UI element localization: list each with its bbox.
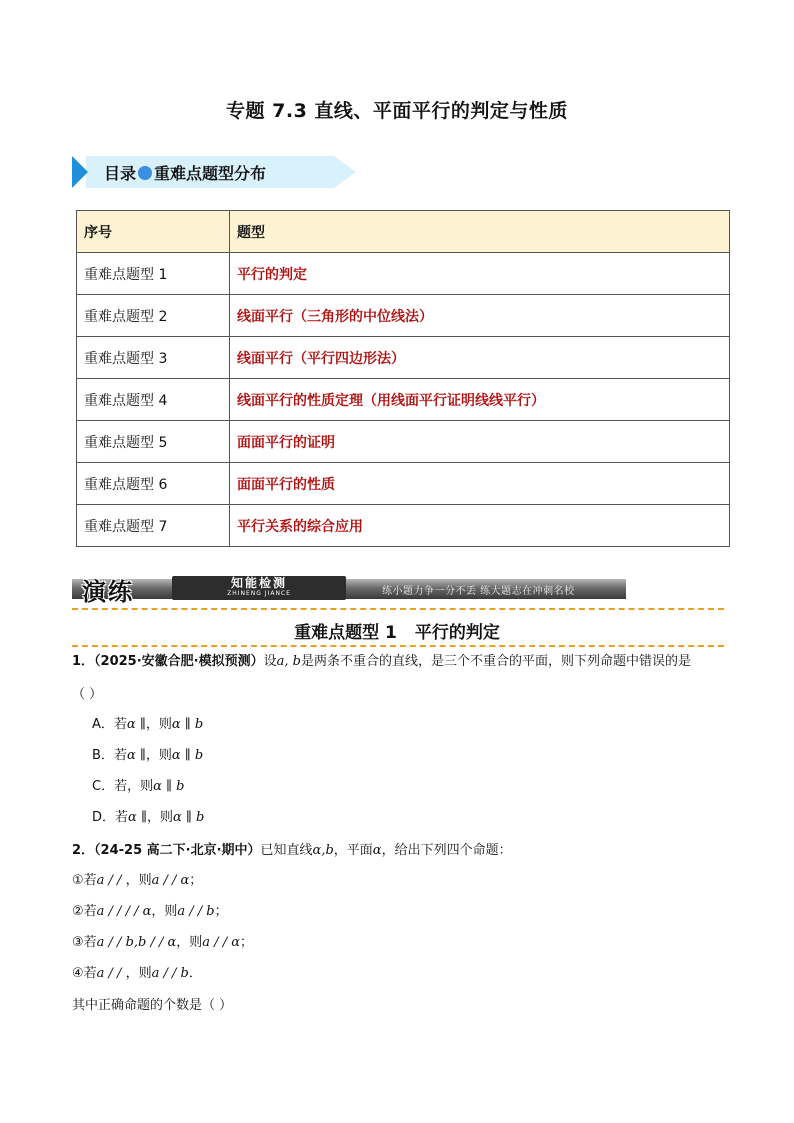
option-label: D． xyxy=(92,810,116,825)
table-row xyxy=(77,253,730,295)
toc-row-no: 重难点题型 3 xyxy=(77,337,230,379)
q1-answer-paren: （ ） xyxy=(72,687,103,702)
toc-row-topic[interactable]: 线面平行（三角形的中位线法） xyxy=(230,295,730,337)
toc-row-topic[interactable]: 线面平行（平行四边形法） xyxy=(230,337,730,379)
toc-row-no: 重难点题型 1 xyxy=(77,253,230,295)
option-text: ，则 xyxy=(127,779,154,794)
item-math: a / / b xyxy=(177,904,215,919)
option-text: 若 xyxy=(115,810,129,825)
q2-plane: α xyxy=(372,843,382,858)
option-text: ，则 xyxy=(146,810,173,825)
toc-row-no: 重难点题型 7 xyxy=(77,505,230,547)
toc-label-b: 重难点题型分布 xyxy=(154,164,267,183)
option-text: 若 xyxy=(113,748,127,763)
toc-row-no: 重难点题型 2 xyxy=(77,295,230,337)
q1-source: （2025·安徽合肥·模拟预测） xyxy=(94,654,264,669)
table-row xyxy=(77,337,730,379)
item-math: a / / xyxy=(96,873,126,888)
toc-row-topic[interactable]: 面面平行的证明 xyxy=(230,421,730,463)
page-title: 专题 7.3 直线、平面平行的判定与性质 xyxy=(226,100,568,122)
toc-label xyxy=(104,161,266,184)
practice-banner-main: 演练 xyxy=(82,577,134,606)
item-end: ． xyxy=(188,966,202,981)
item-math: a / / xyxy=(96,966,126,981)
option-math: α ∥ xyxy=(126,748,146,763)
option-label: A． xyxy=(92,717,114,732)
item-text: ，则 xyxy=(125,873,152,888)
table-row xyxy=(77,463,730,505)
toc-header-no: 序号 xyxy=(77,211,230,253)
item-end: ； xyxy=(239,935,253,950)
toc-row-no: 重难点题型 6 xyxy=(77,463,230,505)
section-label: 重难点题型 1 xyxy=(294,623,397,643)
item-math: a / / b,b / / α xyxy=(96,935,177,950)
blue-dot-icon xyxy=(138,166,152,180)
q2-stem-b: ，平面 xyxy=(333,843,373,858)
q2-item-3 xyxy=(72,934,253,952)
toc-table xyxy=(76,210,730,547)
item-mark: ②若 xyxy=(72,904,97,919)
table-row xyxy=(77,505,730,547)
toc-row-topic[interactable]: 平行关系的综合应用 xyxy=(230,505,730,547)
item-end: ； xyxy=(189,873,203,888)
toc-row-topic[interactable]: 线面平行的性质定理（用线面平行证明线线平行） xyxy=(230,379,730,421)
toc-header-topic: 题型 xyxy=(230,211,730,253)
practice-banner-sub xyxy=(172,576,346,600)
practice-banner xyxy=(72,574,628,604)
q1-stem-a: 设 xyxy=(263,654,277,669)
q1-option-c[interactable] xyxy=(92,778,184,796)
q2-item-4 xyxy=(72,965,202,983)
dashed-divider-top xyxy=(72,608,724,610)
q2-stem xyxy=(72,842,512,860)
item-text: ，则 xyxy=(151,904,178,919)
option-math: α ∥ xyxy=(126,717,146,732)
option-text: ，则 xyxy=(145,717,172,732)
section-heading xyxy=(0,618,794,643)
practice-banner-sub-en: ZHINENG JIANCE xyxy=(227,590,291,597)
item-text: ，则 xyxy=(176,935,203,950)
toc-row-topic[interactable]: 面面平行的性质 xyxy=(230,463,730,505)
practice-banner-slogan: 练小题力争一分不丢 练大题志在冲刺名校 xyxy=(382,586,575,597)
q1-vars: a, b xyxy=(276,654,301,669)
section-name: 平行的判定 xyxy=(414,623,500,643)
dashed-divider-bottom xyxy=(72,645,724,647)
item-math: a / / α xyxy=(151,873,190,888)
table-row xyxy=(77,421,730,463)
item-mark: ④若 xyxy=(72,966,97,981)
option-label: B． xyxy=(92,748,114,763)
q1-option-a[interactable] xyxy=(92,716,203,734)
q1-stem xyxy=(72,653,691,671)
toc-header-row xyxy=(77,211,730,253)
table-row xyxy=(77,379,730,421)
table-row xyxy=(77,295,730,337)
q1-number: 1． xyxy=(72,654,95,669)
q1-option-b[interactable] xyxy=(92,747,203,765)
option-math: α ∥ b xyxy=(172,810,205,825)
practice-banner-sub-title: 知能检测 xyxy=(230,576,287,590)
toc-row-topic[interactable]: 平行的判定 xyxy=(230,253,730,295)
q2-closing: 其中正确命题的个数是（ ） xyxy=(72,998,233,1013)
toc-label-a: 目录 xyxy=(104,164,137,183)
q2-stem-c: ，给出下列四个命题： xyxy=(381,843,512,858)
item-mark: ①若 xyxy=(72,873,97,888)
item-mark: ③若 xyxy=(72,935,97,950)
q2-source: （24-25 高二下·北京·期中） xyxy=(94,843,261,858)
option-math: α ∥ b xyxy=(171,717,204,732)
option-math: α ∥ b xyxy=(153,779,185,794)
q2-vars: α,b xyxy=(312,843,334,858)
option-label: C． xyxy=(92,779,115,794)
q1-stem-b: 是两条不重合的直线，是三个不重合的平面，则下列命题中错误的是 xyxy=(300,654,691,669)
q1-option-d[interactable] xyxy=(92,809,204,827)
item-text: ，则 xyxy=(125,966,152,981)
option-text: 若 xyxy=(114,779,128,794)
toc-row-no: 重难点题型 4 xyxy=(77,379,230,421)
q2-item-2 xyxy=(72,903,228,921)
toc-banner xyxy=(72,156,356,188)
item-end: ； xyxy=(214,904,228,919)
item-math: a / / b xyxy=(151,966,189,981)
toc-row-no: 重难点题型 5 xyxy=(77,421,230,463)
item-math: a / / α xyxy=(202,935,240,950)
option-math: α ∥ b xyxy=(171,748,204,763)
q2-item-1 xyxy=(72,872,202,890)
option-text: 若 xyxy=(113,717,127,732)
q2-stem-a: 已知直线 xyxy=(260,843,313,858)
option-math: α ∥ xyxy=(128,810,147,825)
q2-number: 2． xyxy=(72,843,95,858)
option-text: ，则 xyxy=(145,748,172,763)
item-math: a / / / / α xyxy=(96,904,152,919)
